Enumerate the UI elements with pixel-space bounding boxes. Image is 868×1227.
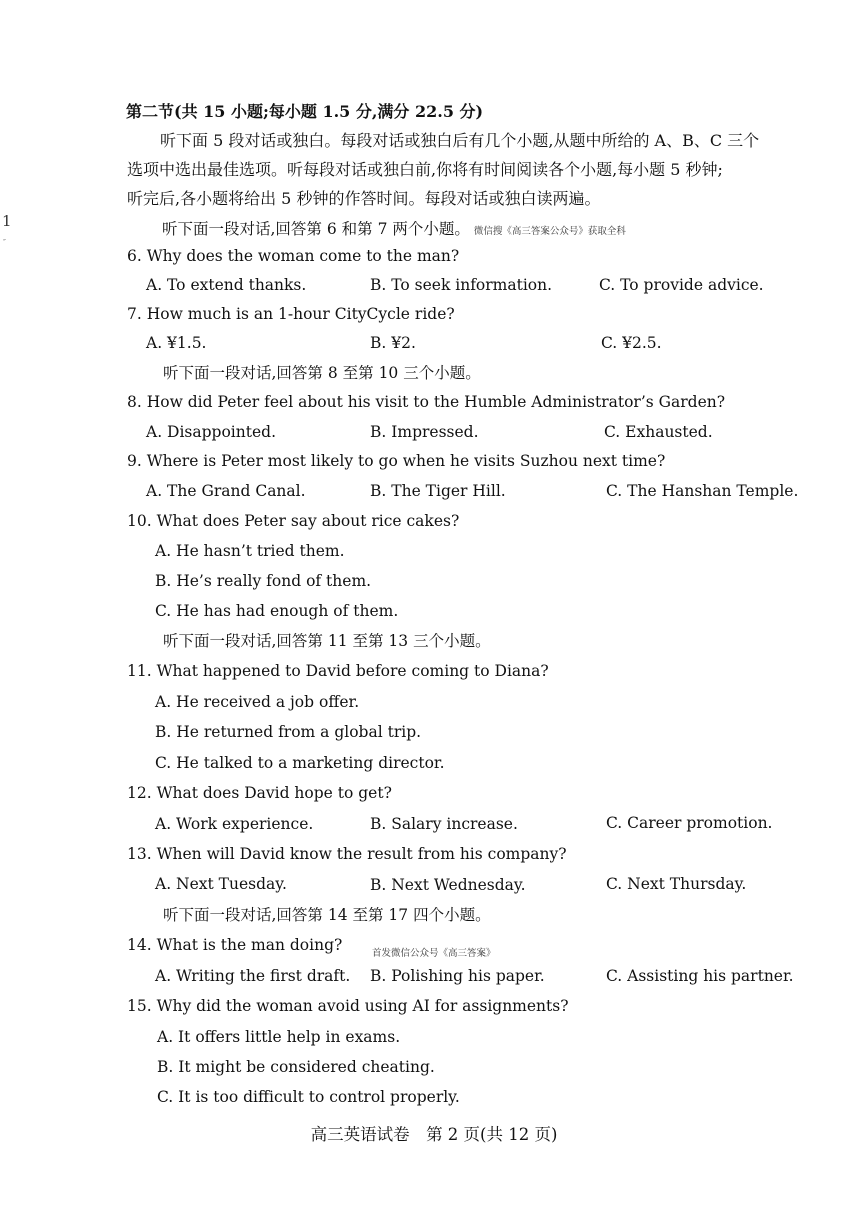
q15-option-c: C. It is too difficult to control properly. [157,1088,460,1106]
question-11: 11. What happened to David before coming to Diana? [127,662,549,680]
question-14: 14. What is the man doing? [127,936,343,954]
q9-option-c: C. The Hanshan Temple. [606,482,799,500]
q10-option-b: B. He’s really fond of them. [155,572,372,590]
page-footer: 高三英语试卷 第 2 页(共 12 页) [310,1125,558,1144]
question-10: 10. What does Peter say about rice cakes? [127,512,460,530]
question-13: 13. When will David know the result from his company? [127,845,567,863]
group-intro-6-7 [162,219,626,242]
group-intro-8-10: 听下面一段对话,回答第 8 至第 10 三个小题。 [163,364,481,382]
q10-option-c: C. He has had enough of them. [155,602,399,620]
q12-option-a: A. Work experience. [155,815,314,833]
margin-mark: ″ [3,238,6,247]
q7-option-a: A. ¥1.5. [146,334,207,352]
group-intro-text: 听下面一段对话,回答第 6 和第 7 两个小题。 [162,220,470,238]
q14-option-b: B. Polishing his paper. [370,967,545,985]
question-8: 8. How did Peter feel about his visit to the Humble Administrator’s Garden? [127,393,726,411]
q13-option-c: C. Next Thursday. [606,875,747,893]
q15-option-b: B. It might be considered cheating. [157,1058,435,1076]
q11-option-b: B. He returned from a global trip. [155,723,422,741]
instructions-line-3: 听完后,各小题将给出 5 秒钟的作答时间。每段对话或独白读两遍。 [127,189,601,208]
q11-option-c: C. He talked to a marketing director. [155,754,445,772]
instructions-line-2: 选项中选出最佳选项。听每段对话或独白前,你将有时间阅读各个小题,每小题 5 秒钟; [127,160,723,179]
q8-option-c: C. Exhausted. [604,423,713,441]
group-intro-11-13: 听下面一段对话,回答第 11 至第 13 三个小题。 [163,632,491,650]
question-15: 15. Why did the woman avoid using AI for assignments? [127,997,569,1015]
q8-option-a: A. Disappointed. [146,423,276,441]
q6-option-a: A. To extend thanks. [146,276,307,294]
q10-option-a: A. He hasn’t tried them. [155,542,345,560]
q12-option-c: C. Career promotion. [606,814,773,832]
instructions-line-1: 听下面 5 段对话或独白。每段对话或独白后有几个小题,从题中所给的 A、B、C 三个 [160,131,760,150]
question-12: 12. What does David hope to get? [127,784,392,802]
watermark-text: 微信搜《高三答案公众号》获取全科 [473,226,626,237]
q11-option-a: A. He received a job offer. [155,693,360,711]
q9-option-a: A. The Grand Canal. [146,482,306,500]
q14-option-a: A. Writing the first draft. [155,967,351,985]
q8-option-b: B. Impressed. [370,423,479,441]
q6-option-c: C. To provide advice. [599,276,764,294]
margin-page-number: 1 [2,212,12,230]
q14-option-c: C. Assisting his partner. [606,967,794,985]
q7-option-c: C. ¥2.5. [601,334,662,352]
question-6: 6. Why does the woman come to the man? [127,247,460,265]
q12-option-b: B. Salary increase. [370,815,518,833]
q13-option-b: B. Next Wednesday. [370,876,526,894]
q7-option-b: B. ¥2. [370,334,416,352]
watermark-text-2: 首发微信公众号《高三答案》 [372,948,496,959]
q13-option-a: A. Next Tuesday. [155,875,287,893]
group-intro-14-17: 听下面一段对话,回答第 14 至第 17 四个小题。 [163,906,491,924]
question-7: 7. How much is an 1-hour CityCycle ride? [127,305,455,323]
section-title: 第二节(共 15 小题;每小题 1.5 分,满分 22.5 分) [126,102,484,121]
q9-option-b: B. The Tiger Hill. [370,482,506,500]
q15-option-a: A. It offers little help in exams. [157,1028,401,1046]
q6-option-b: B. To seek information. [370,276,553,294]
question-9: 9. Where is Peter most likely to go when he visits Suzhou next time? [127,452,666,470]
